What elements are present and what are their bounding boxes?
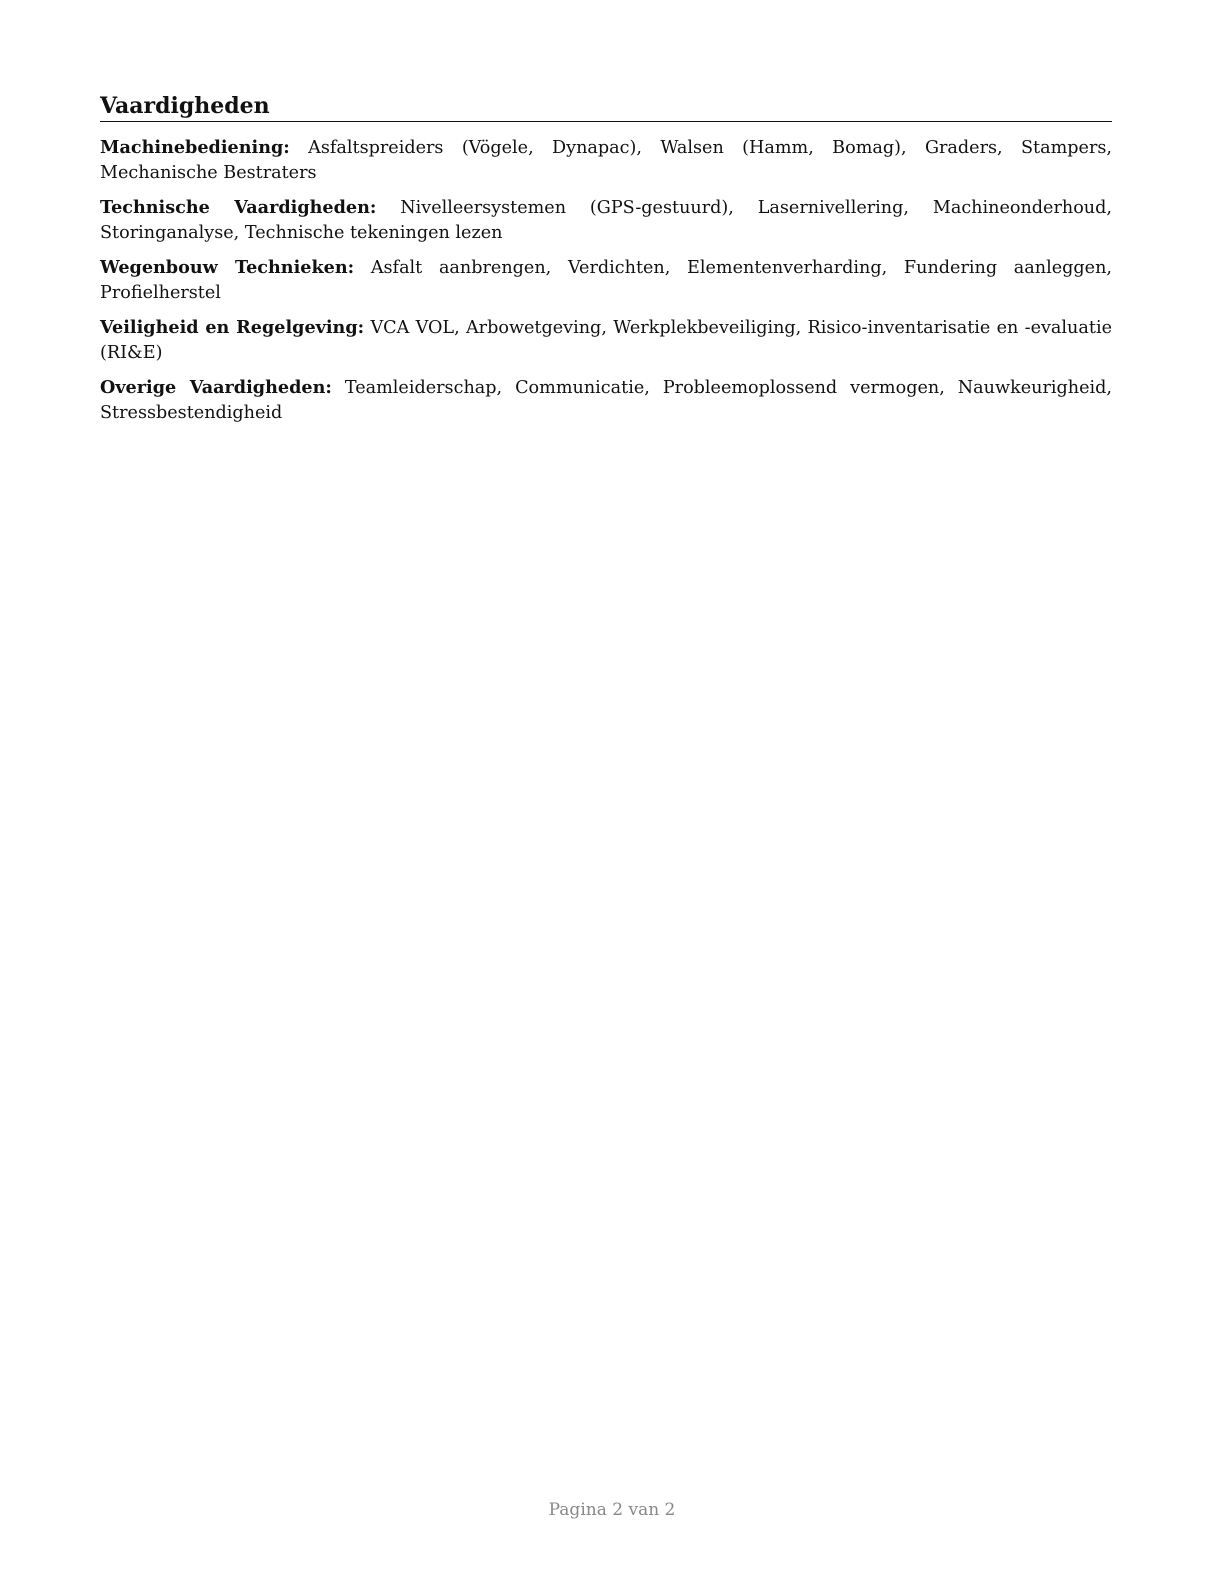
skill-text: Nivelleersystemen (GPS-gestuurd), Lasernivellering, Machineonderhoud, Storinganalyse, Technische tekeningen lezen <box>100 198 1112 243</box>
skill-label: Technische Vaardigheden: <box>100 197 377 218</box>
skill-label: Machinebediening: <box>100 137 290 158</box>
skill-machinebediening <box>100 135 1112 186</box>
skill-text: Teamleiderschap, Communicatie, Probleemoplossend vermogen, Nauwkeurigheid, Stressbestendigheid <box>100 378 1112 423</box>
page-number-footer: Pagina 2 van 2 <box>548 1500 676 1520</box>
skill-overige-vaardigheden <box>100 375 1112 426</box>
skill-label: Wegenbouw Technieken: <box>100 257 355 278</box>
skills-list <box>100 135 1112 426</box>
skill-label: Veiligheid en Regelgeving: <box>100 317 365 338</box>
skill-text: Asfaltspreiders (Vögele, Dynapac), Walsen (Hamm, Bomag), Graders, Stampers, Mechanische Bestraters <box>100 138 1112 183</box>
skill-label: Overige Vaardigheden: <box>100 377 332 398</box>
skill-veiligheid-regelgeving <box>100 315 1112 366</box>
skill-text: Asfalt aanbrengen, Verdichten, Elementenverharding, Fundering aanleggen, Profielherstel <box>100 258 1113 303</box>
skill-technische-vaardigheden <box>100 195 1112 246</box>
skill-text: VCA VOL, Arbowetgeving, Werkplekbeveiliging, Risico-inventarisatie en -evaluatie (RI&E) <box>100 318 1112 363</box>
document-page <box>100 92 1112 426</box>
section-title: Vaardigheden <box>100 92 1112 122</box>
skill-wegenbouw-technieken <box>100 255 1112 306</box>
